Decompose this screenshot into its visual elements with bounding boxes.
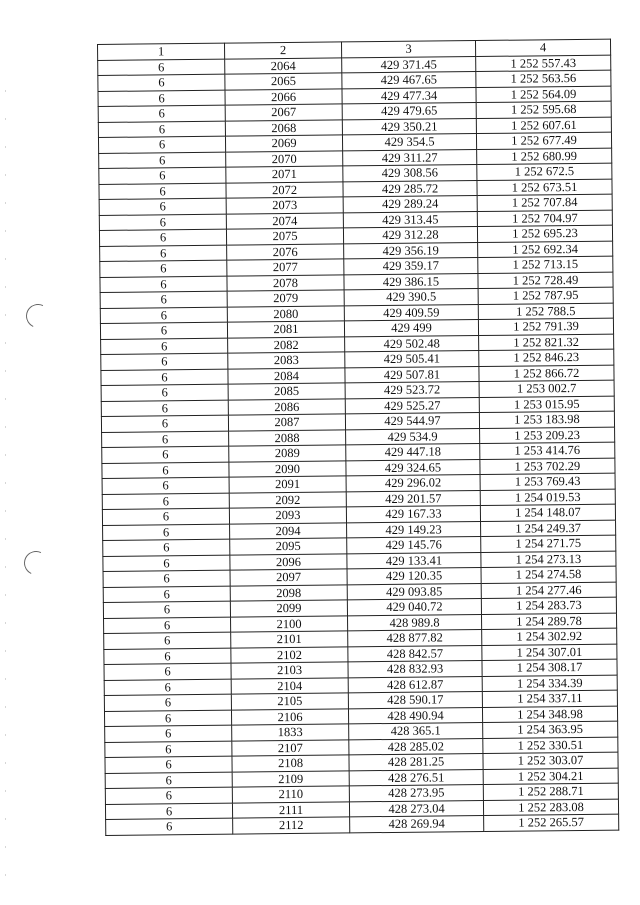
point-number-cell: 2077 (227, 259, 344, 276)
column-header: 3 (341, 41, 475, 58)
y-coordinate-cell: 1 252 791.39 (478, 318, 613, 335)
x-coordinate-cell: 429 289.24 (343, 196, 477, 213)
zone-cell: 6 (105, 787, 232, 804)
x-coordinate-cell: 428 612.87 (348, 676, 482, 693)
punch-hole-icon (21, 548, 52, 579)
zone-cell: 6 (101, 338, 228, 355)
point-number-cell: 2107 (232, 739, 349, 756)
y-coordinate-cell: 1 254 334.39 (482, 675, 617, 692)
x-coordinate-cell: 429 479.65 (342, 103, 476, 120)
y-coordinate-cell: 1 252 695.23 (477, 225, 612, 242)
y-coordinate-cell: 1 254 363.95 (483, 721, 618, 738)
x-coordinate-cell: 429 324.65 (346, 459, 480, 476)
y-coordinate-cell: 1 252 692.34 (478, 241, 613, 258)
y-coordinate-cell: 1 253 183.98 (479, 411, 614, 428)
y-coordinate-cell: 1 253 002.7 (479, 380, 614, 397)
y-coordinate-cell: 1 252 677.49 (476, 132, 611, 149)
y-coordinate-cell: 1 252 728.49 (478, 272, 613, 289)
column-header: 1 (98, 43, 225, 60)
point-number-cell: 2073 (226, 197, 343, 214)
y-coordinate-cell: 1 253 769.43 (480, 473, 615, 490)
point-number-cell: 2092 (229, 491, 346, 508)
y-coordinate-cell: 1 252 303.07 (483, 752, 618, 769)
x-coordinate-cell: 429 356.19 (344, 242, 478, 259)
x-coordinate-cell: 428 989.8 (347, 614, 481, 631)
zone-cell: 6 (105, 725, 232, 742)
x-coordinate-cell: 428 365.1 (349, 722, 483, 739)
point-number-cell: 2064 (225, 57, 342, 74)
zone-cell: 6 (102, 508, 229, 525)
x-coordinate-cell: 429 534.9 (346, 428, 480, 445)
scan-edge-marks (5, 90, 6, 890)
x-coordinate-cell: 428 832.93 (348, 661, 482, 678)
y-coordinate-cell: 1 252 704.97 (477, 210, 612, 227)
x-coordinate-cell: 429 523.72 (345, 382, 479, 399)
y-coordinate-cell: 1 254 283.73 (481, 597, 616, 614)
zone-cell: 6 (102, 477, 229, 494)
x-coordinate-cell: 429 477.34 (342, 87, 476, 104)
y-coordinate-cell: 1 252 563.56 (476, 70, 611, 87)
point-number-cell: 2101 (231, 631, 348, 648)
point-number-cell: 2088 (229, 429, 346, 446)
point-number-cell: 2081 (227, 321, 344, 338)
zone-cell: 6 (103, 524, 230, 541)
x-coordinate-cell: 429 525.27 (345, 397, 479, 414)
y-coordinate-cell: 1 254 273.13 (481, 551, 616, 568)
y-coordinate-cell: 1 254 308.17 (482, 659, 617, 676)
zone-cell: 6 (103, 586, 230, 603)
zone-cell: 6 (102, 493, 229, 510)
point-number-cell: 2098 (230, 584, 347, 601)
zone-cell: 6 (103, 601, 230, 618)
y-coordinate-cell: 1 252 304.21 (483, 768, 618, 785)
zone-cell: 6 (104, 648, 231, 665)
x-coordinate-cell: 428 285.02 (349, 738, 483, 755)
x-coordinate-cell: 429 311.27 (343, 149, 477, 166)
y-coordinate-cell: 1 252 680.99 (477, 148, 612, 165)
point-number-cell: 2091 (229, 476, 346, 493)
point-number-cell: 2095 (230, 538, 347, 555)
point-number-cell: 2067 (225, 104, 342, 121)
zone-cell: 6 (101, 353, 228, 370)
y-coordinate-cell: 1 252 283.08 (483, 799, 618, 816)
x-coordinate-cell: 429 040.72 (347, 599, 481, 616)
point-number-cell: 2089 (229, 445, 346, 462)
x-coordinate-cell: 428 490.94 (348, 707, 482, 724)
y-coordinate-cell: 1 252 787.95 (478, 287, 613, 304)
x-coordinate-cell: 429 093.85 (347, 583, 481, 600)
y-coordinate-cell: 1 253 414.76 (480, 442, 615, 459)
zone-cell: 6 (100, 307, 227, 324)
y-coordinate-cell: 1 252 288.71 (483, 783, 618, 800)
zone-cell: 6 (104, 632, 231, 649)
y-coordinate-cell: 1 252 595.68 (476, 101, 611, 118)
zone-cell: 6 (100, 276, 227, 293)
x-coordinate-cell: 429 120.35 (347, 568, 481, 585)
point-number-cell: 2074 (226, 212, 343, 229)
x-coordinate-cell: 429 499 (344, 320, 478, 337)
point-number-cell: 2093 (229, 507, 346, 524)
zone-cell: 6 (105, 741, 232, 758)
y-coordinate-cell: 1 254 348.98 (482, 706, 617, 723)
zone-cell: 6 (101, 369, 228, 386)
point-number-cell: 2108 (232, 755, 349, 772)
y-coordinate-cell: 1 252 607.61 (476, 117, 611, 134)
point-number-cell: 2078 (227, 274, 344, 291)
point-number-cell: 2083 (228, 352, 345, 369)
zone-cell: 6 (98, 90, 225, 107)
zone-cell: 6 (100, 291, 227, 308)
zone-cell: 6 (102, 462, 229, 479)
zone-cell: 6 (100, 260, 227, 277)
zone-cell: 6 (104, 710, 231, 727)
y-coordinate-cell: 1 254 337.11 (482, 690, 617, 707)
point-number-cell: 2085 (228, 383, 345, 400)
zone-cell: 6 (104, 617, 231, 634)
y-coordinate-cell: 1 254 302.92 (482, 628, 617, 645)
x-coordinate-cell: 429 308.56 (343, 165, 477, 182)
y-coordinate-cell: 1 254 148.07 (480, 504, 615, 521)
y-coordinate-cell: 1 252 821.32 (479, 334, 614, 351)
point-number-cell: 2075 (226, 228, 343, 245)
x-coordinate-cell: 429 390.5 (344, 289, 478, 306)
zone-cell: 6 (103, 555, 230, 572)
point-number-cell: 2102 (231, 646, 348, 663)
y-coordinate-cell: 1 252 330.51 (483, 737, 618, 754)
x-coordinate-cell: 429 285.72 (343, 180, 477, 197)
y-coordinate-cell: 1 254 277.46 (481, 582, 616, 599)
x-coordinate-cell: 429 313.45 (343, 211, 477, 228)
zone-cell: 6 (102, 431, 229, 448)
point-number-cell: 2097 (230, 569, 347, 586)
y-coordinate-cell: 1 252 713.15 (478, 256, 613, 273)
x-coordinate-cell: 429 467.65 (342, 72, 476, 89)
point-number-cell: 2109 (232, 770, 349, 787)
y-coordinate-cell: 1 254 271.75 (481, 535, 616, 552)
zone-cell: 6 (99, 183, 226, 200)
zone-cell: 6 (104, 663, 231, 680)
y-coordinate-cell: 1 252 564.09 (476, 86, 611, 103)
x-coordinate-cell: 429 354.5 (342, 134, 476, 151)
y-coordinate-cell: 1 252 265.57 (484, 814, 619, 831)
x-coordinate-cell: 429 201.57 (346, 490, 480, 507)
zone-cell: 6 (99, 152, 226, 169)
zone-cell: 6 (101, 400, 228, 417)
column-header: 2 (224, 42, 341, 59)
point-number-cell: 2080 (227, 305, 344, 322)
zone-cell: 6 (103, 539, 230, 556)
point-number-cell: 2071 (226, 166, 343, 183)
y-coordinate-cell: 1 252 846.23 (479, 349, 614, 366)
point-number-cell: 2103 (231, 662, 348, 679)
point-number-cell: 2084 (228, 367, 345, 384)
point-number-cell: 2087 (228, 414, 345, 431)
point-number-cell: 2106 (231, 708, 348, 725)
x-coordinate-cell: 429 350.21 (342, 118, 476, 135)
zone-cell: 6 (104, 679, 231, 696)
y-coordinate-cell: 1 253 209.23 (480, 427, 615, 444)
point-number-cell: 2096 (230, 553, 347, 570)
zone-cell: 6 (100, 245, 227, 262)
zone-cell: 6 (98, 59, 225, 76)
x-coordinate-cell: 428 877.82 (348, 630, 482, 647)
point-number-cell: 2068 (225, 119, 342, 136)
x-coordinate-cell: 428 273.04 (349, 800, 483, 817)
x-coordinate-cell: 429 386.15 (344, 273, 478, 290)
table-body (98, 55, 619, 835)
x-coordinate-cell: 429 133.41 (347, 552, 481, 569)
point-number-cell: 2099 (230, 600, 347, 617)
y-coordinate-cell: 1 253 015.95 (479, 396, 614, 413)
zone-cell: 6 (101, 384, 228, 401)
point-number-cell: 2065 (225, 73, 342, 90)
x-coordinate-cell: 429 296.02 (346, 475, 480, 492)
point-number-cell: 2070 (226, 150, 343, 167)
zone-cell: 6 (104, 694, 231, 711)
zone-cell: 6 (105, 756, 232, 773)
point-number-cell: 2094 (230, 522, 347, 539)
y-coordinate-cell: 1 252 673.51 (477, 179, 612, 196)
point-number-cell: 1833 (232, 724, 349, 741)
y-coordinate-cell: 1 252 672.5 (477, 163, 612, 180)
zone-cell: 6 (98, 74, 225, 91)
y-coordinate-cell: 1 253 702.29 (480, 458, 615, 475)
coordinates-sheet (97, 39, 619, 836)
point-number-cell: 2086 (228, 398, 345, 415)
x-coordinate-cell: 428 842.57 (348, 645, 482, 662)
point-number-cell: 2105 (231, 693, 348, 710)
column-header: 4 (475, 39, 610, 56)
point-number-cell: 2100 (231, 615, 348, 632)
x-coordinate-cell: 429 359.17 (344, 258, 478, 275)
x-coordinate-cell: 429 371.45 (342, 56, 476, 73)
x-coordinate-cell: 429 544.97 (345, 413, 479, 430)
point-number-cell: 2079 (227, 290, 344, 307)
point-number-cell: 2082 (228, 336, 345, 353)
point-number-cell: 2104 (231, 677, 348, 694)
y-coordinate-cell: 1 254 289.78 (481, 613, 616, 630)
y-coordinate-cell: 1 254 307.01 (482, 644, 617, 661)
point-number-cell: 2112 (233, 817, 350, 834)
zone-cell: 6 (101, 415, 228, 432)
zone-cell: 6 (99, 167, 226, 184)
zone-cell: 6 (102, 446, 229, 463)
y-coordinate-cell: 1 252 866.72 (479, 365, 614, 382)
coordinates-table (97, 39, 619, 836)
y-coordinate-cell: 1 252 788.5 (478, 303, 613, 320)
zone-cell: 6 (105, 803, 232, 820)
y-coordinate-cell: 1 252 557.43 (476, 55, 611, 72)
x-coordinate-cell: 429 502.48 (345, 335, 479, 352)
zone-cell: 6 (98, 136, 225, 153)
x-coordinate-cell: 429 149.23 (347, 521, 481, 538)
x-coordinate-cell: 429 312.28 (343, 227, 477, 244)
point-number-cell: 2072 (226, 181, 343, 198)
y-coordinate-cell: 1 254 249.37 (481, 520, 616, 537)
punch-hole-icon (23, 301, 54, 332)
zone-cell: 6 (99, 198, 226, 215)
x-coordinate-cell: 428 269.94 (350, 815, 484, 832)
x-coordinate-cell: 429 507.81 (345, 366, 479, 383)
zone-cell: 6 (99, 214, 226, 231)
x-coordinate-cell: 428 276.51 (349, 769, 483, 786)
x-coordinate-cell: 428 590.17 (348, 692, 482, 709)
zone-cell: 6 (100, 322, 227, 339)
point-number-cell: 2069 (225, 135, 342, 152)
x-coordinate-cell: 428 273.95 (349, 784, 483, 801)
x-coordinate-cell: 429 409.59 (344, 304, 478, 321)
zone-cell: 6 (106, 818, 233, 835)
x-coordinate-cell: 429 447.18 (346, 444, 480, 461)
point-number-cell: 2066 (225, 88, 342, 105)
zone-cell: 6 (98, 105, 225, 122)
x-coordinate-cell: 429 505.41 (345, 351, 479, 368)
zone-cell: 6 (98, 121, 225, 138)
y-coordinate-cell: 1 254 274.58 (481, 566, 616, 583)
point-number-cell: 2090 (229, 460, 346, 477)
y-coordinate-cell: 1 254 019.53 (480, 489, 615, 506)
zone-cell: 6 (103, 570, 230, 587)
y-coordinate-cell: 1 252 707.84 (477, 194, 612, 211)
point-number-cell: 2111 (232, 801, 349, 818)
point-number-cell: 2076 (227, 243, 344, 260)
point-number-cell: 2110 (232, 786, 349, 803)
x-coordinate-cell: 429 145.76 (347, 537, 481, 554)
x-coordinate-cell: 428 281.25 (349, 753, 483, 770)
x-coordinate-cell: 429 167.33 (346, 506, 480, 523)
zone-cell: 6 (99, 229, 226, 246)
zone-cell: 6 (105, 772, 232, 789)
